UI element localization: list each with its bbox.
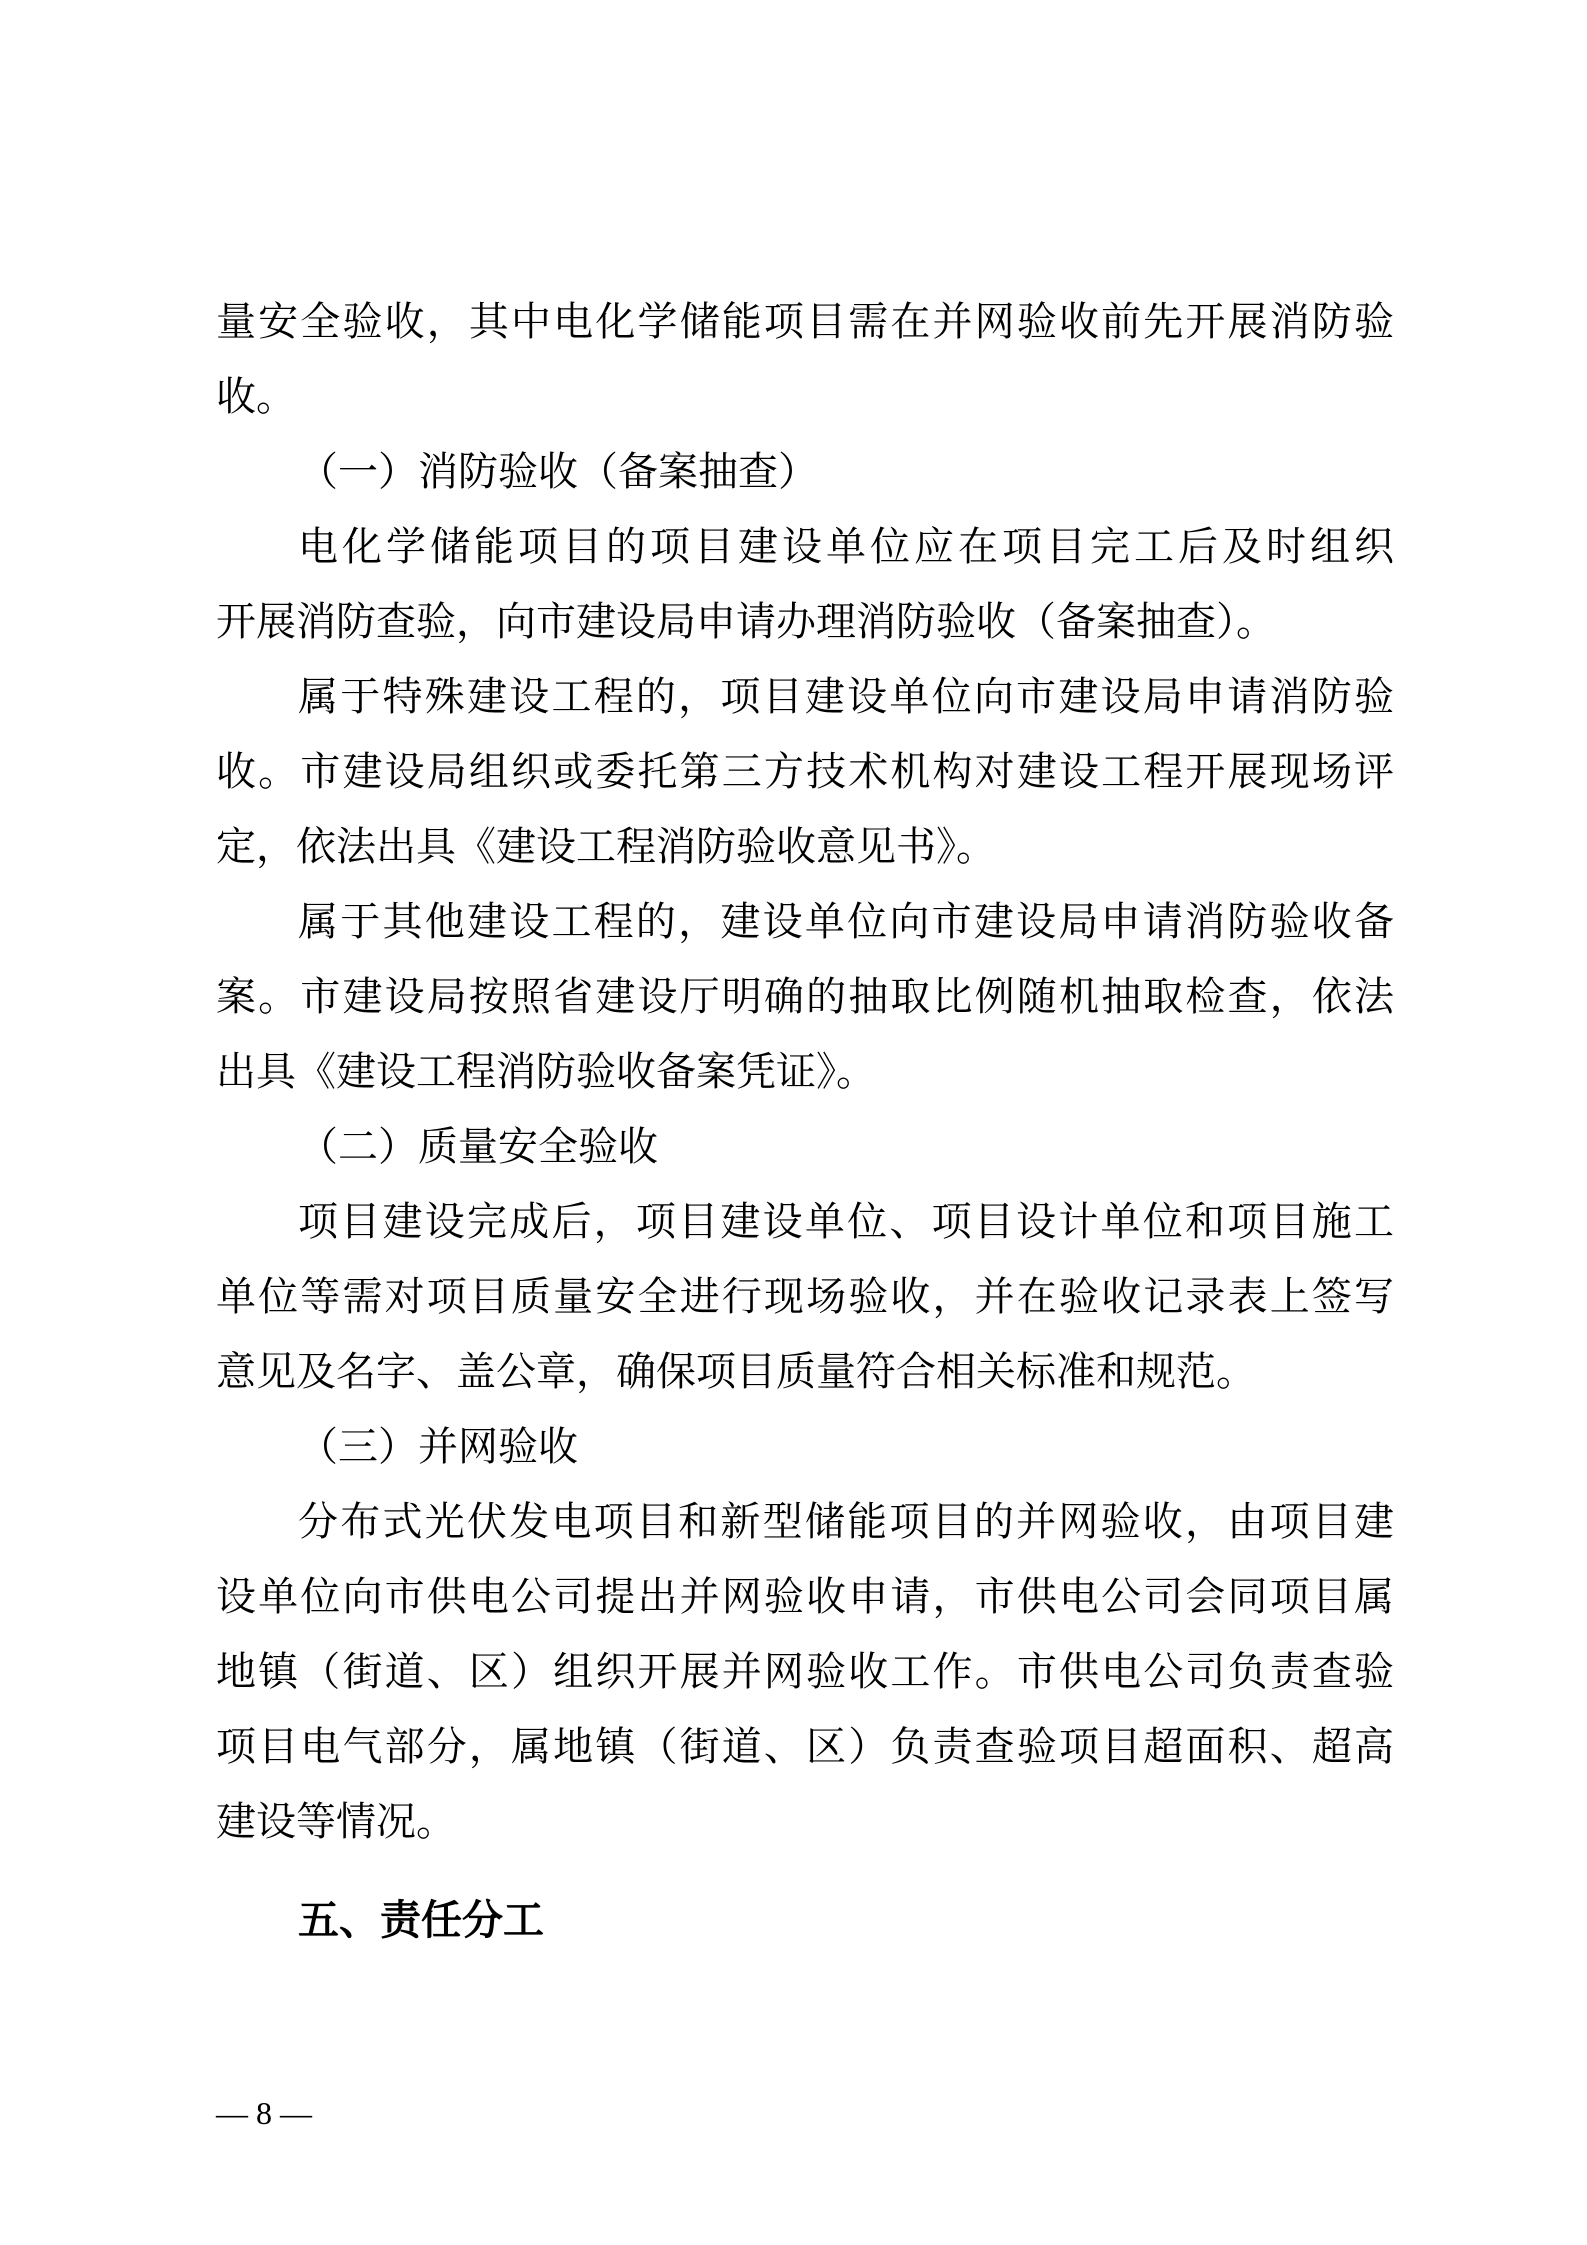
- paragraph-line: 建设等情况。: [216, 1799, 456, 1845]
- paragraph-line: 属于特殊建设工程的，项目建设单位向市建设局申请消防验: [298, 674, 1394, 720]
- subsection-heading-2: （二）质量安全验收: [298, 1124, 658, 1170]
- paragraph-line: 电化学储能项目的项目建设单位应在项目完工后及时组织: [298, 524, 1394, 570]
- paragraph-line: 开展消防查验，向市建设局申请办理消防验收（备案抽查）。: [216, 599, 1276, 645]
- subsection-heading-3: （三）并网验收: [298, 1424, 578, 1470]
- paragraph-line: 设单位向市供电公司提出并网验收申请，市供电公司会同项目属: [216, 1574, 1394, 1620]
- paragraph-line: 地镇（街道、区）组织开展并网验收工作。市供电公司负责查验: [216, 1649, 1394, 1695]
- paragraph-line: 收。市建设局组织或委托第三方技术机构对建设工程开展现场评: [216, 749, 1394, 795]
- paragraph-line: 收。: [216, 374, 296, 420]
- paragraph-line: 单位等需对项目质量安全进行现场验收，并在验收记录表上签写: [216, 1274, 1394, 1320]
- paragraph-line: 案。市建设局按照省建设厅明确的抽取比例随机抽取检查，依法: [216, 974, 1394, 1020]
- section-heading-5: 五、责任分工: [298, 1896, 544, 1944]
- subsection-heading-1: （一）消防验收（备案抽查）: [298, 449, 818, 495]
- paragraph-line: 出具《建设工程消防验收备案凭证》。: [216, 1049, 876, 1095]
- paragraph-line: 量安全验收，其中电化学储能项目需在并网验收前先开展消防验: [216, 299, 1394, 345]
- paragraph-line: 定，依法出具《建设工程消防验收意见书》。: [216, 824, 996, 870]
- paragraph-line: 分布式光伏发电项目和新型储能项目的并网验收，由项目建: [298, 1499, 1394, 1545]
- page-number: — 8 —: [216, 2095, 312, 2131]
- document-body: [216, 285, 1394, 1860]
- paragraph-line: 项目电气部分，属地镇（街道、区）负责查验项目超面积、超高: [216, 1724, 1394, 1770]
- paragraph-line: 属于其他建设工程的，建设单位向市建设局申请消防验收备: [298, 899, 1394, 945]
- paragraph-line: 项目建设完成后，项目建设单位、项目设计单位和项目施工: [298, 1199, 1394, 1245]
- paragraph-line: 意见及名字、盖公章，确保项目质量符合相关标准和规范。: [216, 1349, 1256, 1395]
